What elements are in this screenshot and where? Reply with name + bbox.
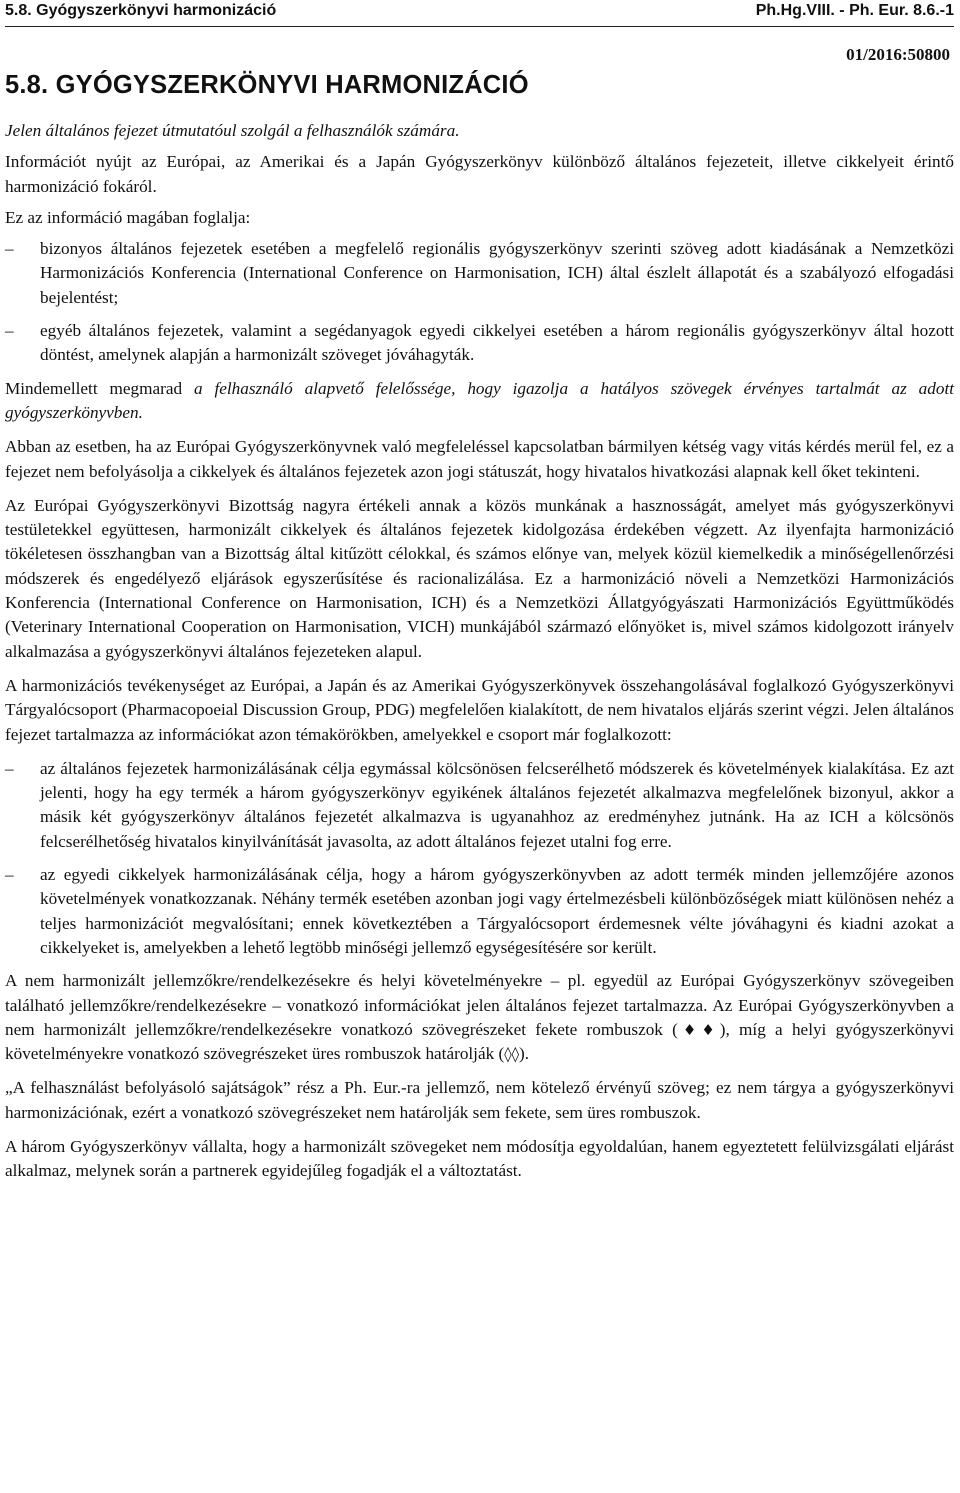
document-id: 01/2016:50800 xyxy=(846,45,950,64)
responsibility-paragraph xyxy=(5,377,954,426)
notation-text-part2: ), míg a helyi gyógyszerkönyvi követelményekre vonatkozó szövegrészeket üres rombuszok határolják ( xyxy=(5,1019,954,1064)
dash-bullet: – xyxy=(5,758,14,778)
dash-bullet: – xyxy=(5,321,14,341)
notation-text-part1: A nem harmonizált jellemzőkre/rendelkezésekre és helyi követelményekre – pl. egyedül az Európai Gyógyszerkönyv szövegeiben található jellemzőkre/rendelkezésekre – vonatkozó információkat jelen általános fejezet tartalmazza. Az Európai Gyógyszerkönyvben a nem harmonizált jellemzőkre/rendelkezésekre vonatkozó szövegrészeket fekete rombuszok ( xyxy=(5,971,954,1039)
running-header xyxy=(5,0,954,27)
list-item xyxy=(5,319,954,368)
white-diamond-icon: ◊◊ xyxy=(504,1045,520,1064)
list-item-text: egyéb általános fejezetek, valamint a segédanyagok egyedi cikkelyei esetében a három regionális gyógyszerkönyv által hozott döntést, amelynek alapján a harmonizált szöveget jóváhagyták. xyxy=(40,321,954,365)
info-list xyxy=(5,237,954,367)
body-paragraph: A harmonizációs tevékenységet az Európai, a Japán és az Amerikai Gyógyszerkönyvek összehangolásával foglalkozó Gyógyszerkönyvi Tárgyalócsoport (Pharmacopoeial Discussion Group, PDG) megfelelően kialakított, de nem hivatalos eljárás szerint végzi. Jelen általános fejezet tartalmazza az információkat azon témakörökben, amelyekkel e csoport már foglalkozott: xyxy=(5,675,954,744)
intro-list-lead: Ez az információ magában foglalja: xyxy=(5,207,251,227)
list-item xyxy=(5,863,954,960)
list-item-text: az általános fejezetek harmonizálásának célja egymással kölcsönösen felcserélhető módszerek és követelmények kialakítása. Ez azt jelenti, hogy ha egy termék a három gyógyszerkönyv egyikének általános fejezetét alkalmazva megfelelőnek bizonyul, akkor a másik két gyógyszerkönyv általános fejezetét alkalmazva is ugyanahhoz az eredményhez jutnánk. Ha az ICH a kölcsönös felcserélhetőség hivatalos kinyilvánítását javasolta, az adott általános fejezet utalni fog erre. xyxy=(40,758,954,851)
intro-italic-line: Jelen általános fejezet útmutatóul szolgál a felhasználók számára. xyxy=(5,121,460,140)
list-item xyxy=(5,237,954,310)
body-paragraph: „A felhasználást befolyásoló sajátságok” rész a Ph. Eur.-ra jellemző, nem kötelező érvényű szöveg; ez nem tárgya a gyógyszerkönyvi harmonizációnak, ezért a vonatkozó szövegrészeket nem határolják sem fekete, sem üres rombuszok. xyxy=(5,1078,954,1122)
responsibility-lead: Mindemellett megmarad xyxy=(5,378,194,398)
list-item-text: az egyedi cikkelyek harmonizálásának célja, hogy a három gyógyszerkönyvben az adott termék minden jellemzőjére azonos követelmények vonatkozzanak. Néhány termék esetében azonban jogi vagy értelmezésbeli különbözőségek miatt különösen nehéz a teljes harmonizációt megvalósítani; ennek következtében a Tárgyalócsoport érdemesnek vélte jóváhagyni és kiadni azokat a cikkelyeket is, amelyekben a lehető legtöbb minőségi jellemző egységesítésére sor került. xyxy=(40,865,954,957)
list-item xyxy=(5,757,954,854)
document-body xyxy=(5,119,954,1184)
black-diamond-icon: ♦♦ xyxy=(677,1020,720,1039)
notation-text-part3: ). xyxy=(519,1044,530,1064)
running-header-section: 5.8. Gyógyszerkönyvi harmonizáció xyxy=(5,2,277,19)
body-paragraph: A három Gyógyszerkönyv vállalta, hogy a harmonizált szövegeket nem módosítja egyoldalúan, hanem egyeztetett felülvizsgálati eljárást alkalmaz, melynek során a partnerek egyidejűleg fogadják el a változtatást. xyxy=(5,1136,954,1181)
harmonization-list xyxy=(5,757,954,960)
list-item-text: bizonyos általános fejezetek esetében a megfelelő regionális gyógyszerkönyv szerinti szöveg adott kiadásának a Nemzetközi Harmonizációs Konferencia (International Conference on Harmonisation, ICH) által észlelt állapotát és a szabályozó elfogadási bejelentést; xyxy=(40,239,954,307)
body-paragraph: Az Európai Gyógyszerkönyvi Bizottság nagyra értékeli annak a közös munkának a hasznosságát, amelyet más gyógyszerkönyvi testületekkel együttesen, harmonizált cikkelyek és általános fejezetek kidolgozása érdekében végzett. Az ilyenfajta harmonizáció tökéletesen összhangban van a Bizottság által kitűzött célokkal, és számos előnye van, melyek közül kiemelkedik a minőségellenőrzési módszerek és engedélyező eljárások egyszerűsítése és racionalizálása. Ez a harmonizáció növeli a Nemzetközi Harmonizációs Konferencia (International Conference on Harmonisation, ICH) és a Nemzetközi Állatgyógyászati Harmonizációs Együttműködés (Veterinary International Cooperation on Harmonisation, VICH) munkájából származó előnyöket is, mivel számos kidolgozott irányelv alkalmazása a gyógyszerkönyvi általános fejezeteken alapul. xyxy=(5,495,954,661)
diamond-notation-paragraph xyxy=(5,969,954,1066)
running-header-reference: Ph.Hg.VIII. - Ph. Eur. 8.6.-1 xyxy=(755,2,954,19)
responsibility-italic: a felhasználó alapvető felelőssége, hogy igazolja a hatályos szövegek érvényes tartalmát az adott gyógyszerkönyvben. xyxy=(5,378,954,422)
body-paragraph: Abban az esetben, ha az Európai Gyógyszerkönyvnek való megfeleléssel kapcsolatban bármilyen kétség vagy vitás kérdés merül fel, ez a fejezet nem befolyásolja a cikkelyek és általános fejezetek azon jogi státuszát, hogy hivatalos hivatkozási alapnak kell őket tekinteni. xyxy=(5,437,954,481)
page-title: 5.8. GYÓGYSZERKÖNYVI HARMONIZÁCIÓ xyxy=(5,71,529,99)
dash-bullet: – xyxy=(5,239,14,259)
intro-paragraph: Információt nyújt az Európai, az Amerikai és a Japán Gyógyszerkönyv különböző általános fejezeteit, illetve cikkelyeit érintő harmonizáció fokáról. xyxy=(5,152,954,196)
dash-bullet: – xyxy=(5,865,14,885)
